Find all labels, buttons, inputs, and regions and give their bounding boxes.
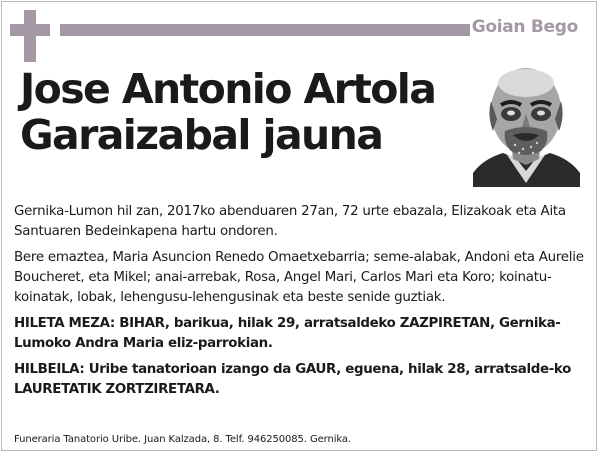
header-bar <box>60 24 470 36</box>
deceased-photo <box>473 61 580 187</box>
deceased-name-line2: Garaizabal jauna <box>20 111 383 159</box>
deceased-name-line1: Jose Antonio Artola <box>20 65 436 113</box>
deceased-name <box>20 66 460 158</box>
brand-label: Goian Bego <box>471 17 578 37</box>
notice-body <box>14 202 586 406</box>
wake-paragraph: HILBEILA: Uribe tanatorioan izango da GAUR, eguena, hilak 28, arratsalde-ko LAURETATIK ZORTZIRETARA. <box>14 362 571 397</box>
family-paragraph: Bere emaztea, Maria Asuncion Renedo Omaetxebarria; seme-alabak, Andoni eta Aurelie Boucheret, eta Mikel; anai-arrebak, Rosa, Angel Mari, Carlos Mari eta Koro; koinatu-koinatak, lobak, lehengusu-lehengusinak eta beste senide guztiak. <box>14 250 584 305</box>
funeral-mass-paragraph: HILETA MEZA: BIHAR, barikua, hilak 29, arratsaldeko ZAZPIRETAN, Gernika-Lumoko Andra Maria eliz-parrokian. <box>14 316 561 351</box>
death-notice-paragraph: Gernika-Lumon hil zan, 2017ko abenduaren 27an, 72 urte ebazala, Elizakoak eta Aita Santuaren Bedeinkapena hartu ondoren. <box>14 204 566 239</box>
cross-icon <box>10 10 50 62</box>
funeral-home-footer: Funeraria Tanatorio Uribe. Juan Kalzada, 8. Telf. 946250085. Gernika. <box>14 434 352 445</box>
